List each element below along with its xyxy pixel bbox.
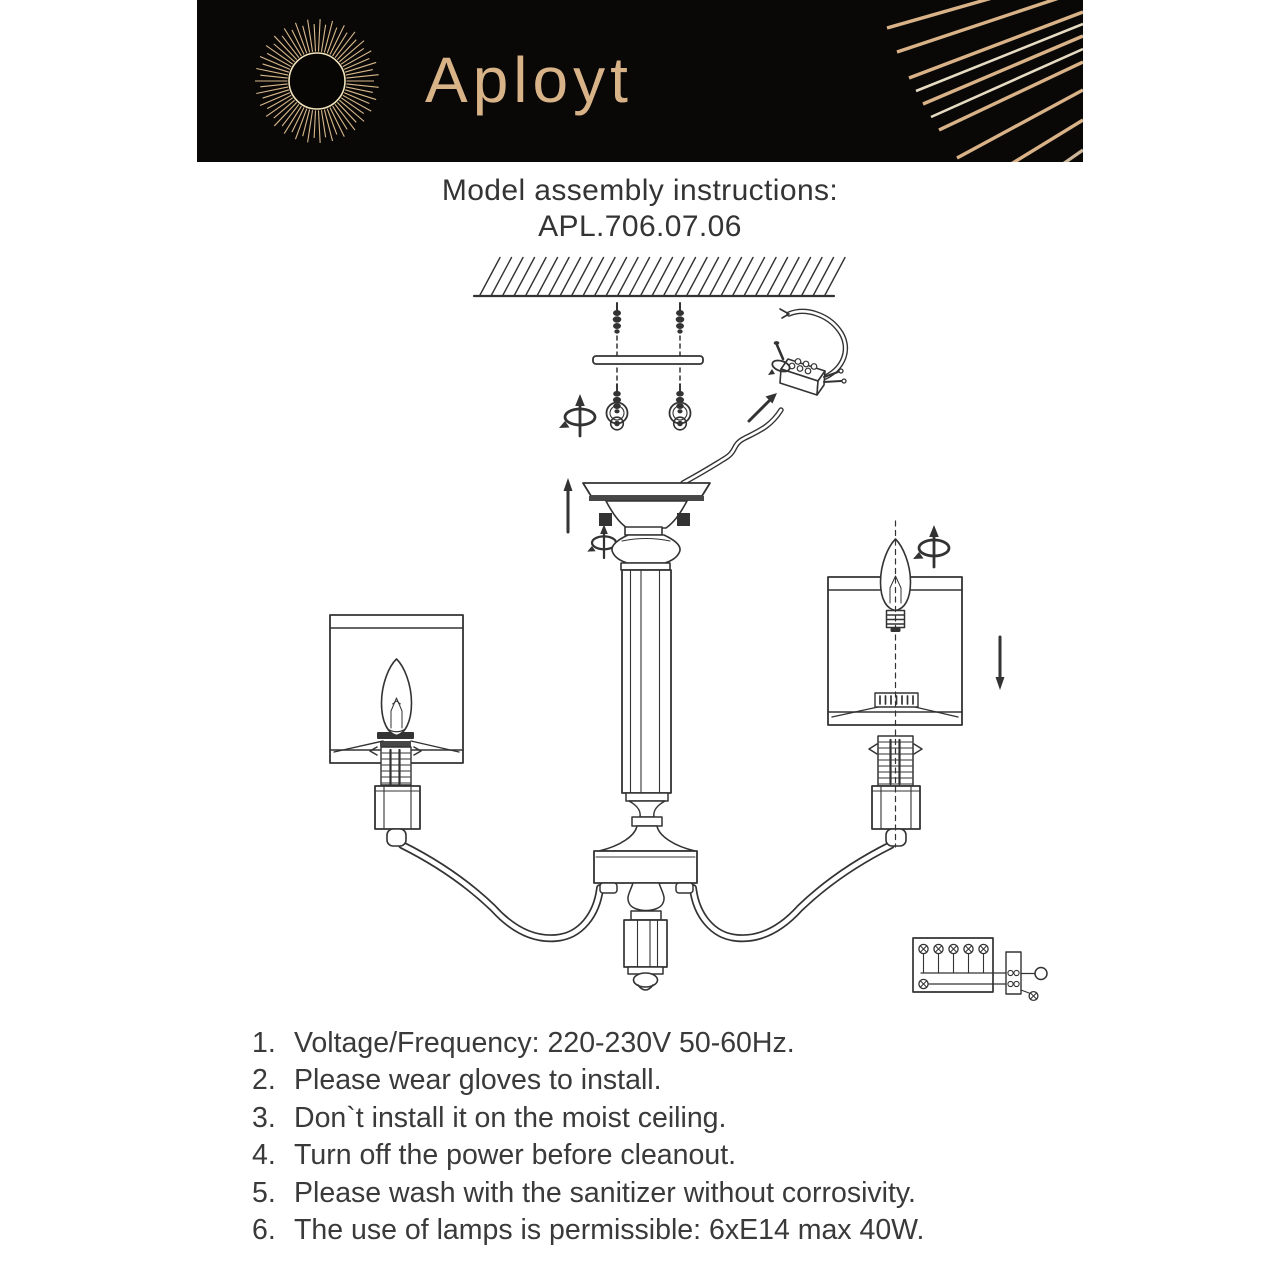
mounting-screw [613,303,622,334]
ray-fan-icon [887,0,1083,162]
canopy-screw [599,513,612,526]
item-number: 1. [252,1027,276,1059]
wiring-detail [913,938,1047,1000]
wall-anchor [670,384,691,430]
model-number: APL.706.07.06 [538,210,742,243]
list-item [252,1141,1092,1170]
terminal-strip [913,938,993,992]
down-arrow [996,637,1005,690]
item-number: 3. [252,1101,276,1134]
page-title: Model assembly instructions: [441,174,839,207]
item-text: Please wash with the sanitizer without corrosivity. [294,1176,916,1209]
bulb-base [887,611,905,628]
detail-screw [1029,992,1038,1001]
item-number: 5. [252,1176,276,1209]
brand-banner [197,0,1083,162]
candle-bulb [881,539,911,611]
item-number: 4. [252,1139,276,1172]
canopy [583,483,710,570]
list-item [252,1066,1092,1095]
fluted-column [599,570,695,851]
chandelier-arm [402,845,600,938]
item-text: Turn off the power before cleanout. [294,1139,737,1172]
lamp-shade [330,615,463,763]
list-item [252,1029,1092,1058]
rotation-symbol [771,358,791,373]
starburst-icon [255,19,379,143]
chandelier-arms [402,845,891,938]
banner-artwork [197,0,1083,162]
left-lamp [330,615,463,846]
up-arrow [564,478,573,532]
item-text: The use of lamps is permissible: 6xE14 max 40W. [294,1214,925,1247]
supply-connection [683,309,846,483]
supply-cable [789,311,845,379]
terminal-block [781,359,825,381]
item-text: Don`t install it on the moist ceiling. [294,1101,727,1134]
center-hub [594,851,697,990]
lamp-socket [878,736,913,786]
rotation-symbol [559,394,595,436]
list-item [252,1216,1092,1245]
mounting-hardware [559,303,703,436]
mounting-screw [676,303,685,334]
item-text: Please wear gloves to install. [294,1064,662,1097]
item-text: Voltage/Frequency: 220-230V 50-60Hz. [294,1027,795,1059]
supply-cable [683,410,781,483]
finial [634,973,658,987]
canopy-screw [677,513,690,526]
item-number: 6. [252,1214,276,1247]
brand-name: Aployt [425,44,633,116]
item-number: 2. [252,1064,276,1097]
list-item [252,1176,1092,1209]
wall-anchor [607,384,628,430]
terminal-screw [777,345,783,359]
arm-holder [375,786,420,829]
lamp-shade [828,577,962,725]
arm-holder [872,786,920,829]
direction-arrow [749,400,770,421]
rotation-symbol [587,524,616,558]
list-item [252,1101,1092,1134]
instruction-list [252,1029,1092,1253]
shade-ring [875,693,918,707]
chandelier-arm [693,845,891,938]
switch-component [1006,952,1021,994]
mounting-bar [593,356,703,364]
ring-terminal [1035,968,1047,980]
rotation-symbol [913,525,949,567]
lamp-socket [381,747,411,785]
candle-bulb [382,659,412,736]
ceiling-hatch [474,258,845,297]
right-lamp [828,521,1005,847]
